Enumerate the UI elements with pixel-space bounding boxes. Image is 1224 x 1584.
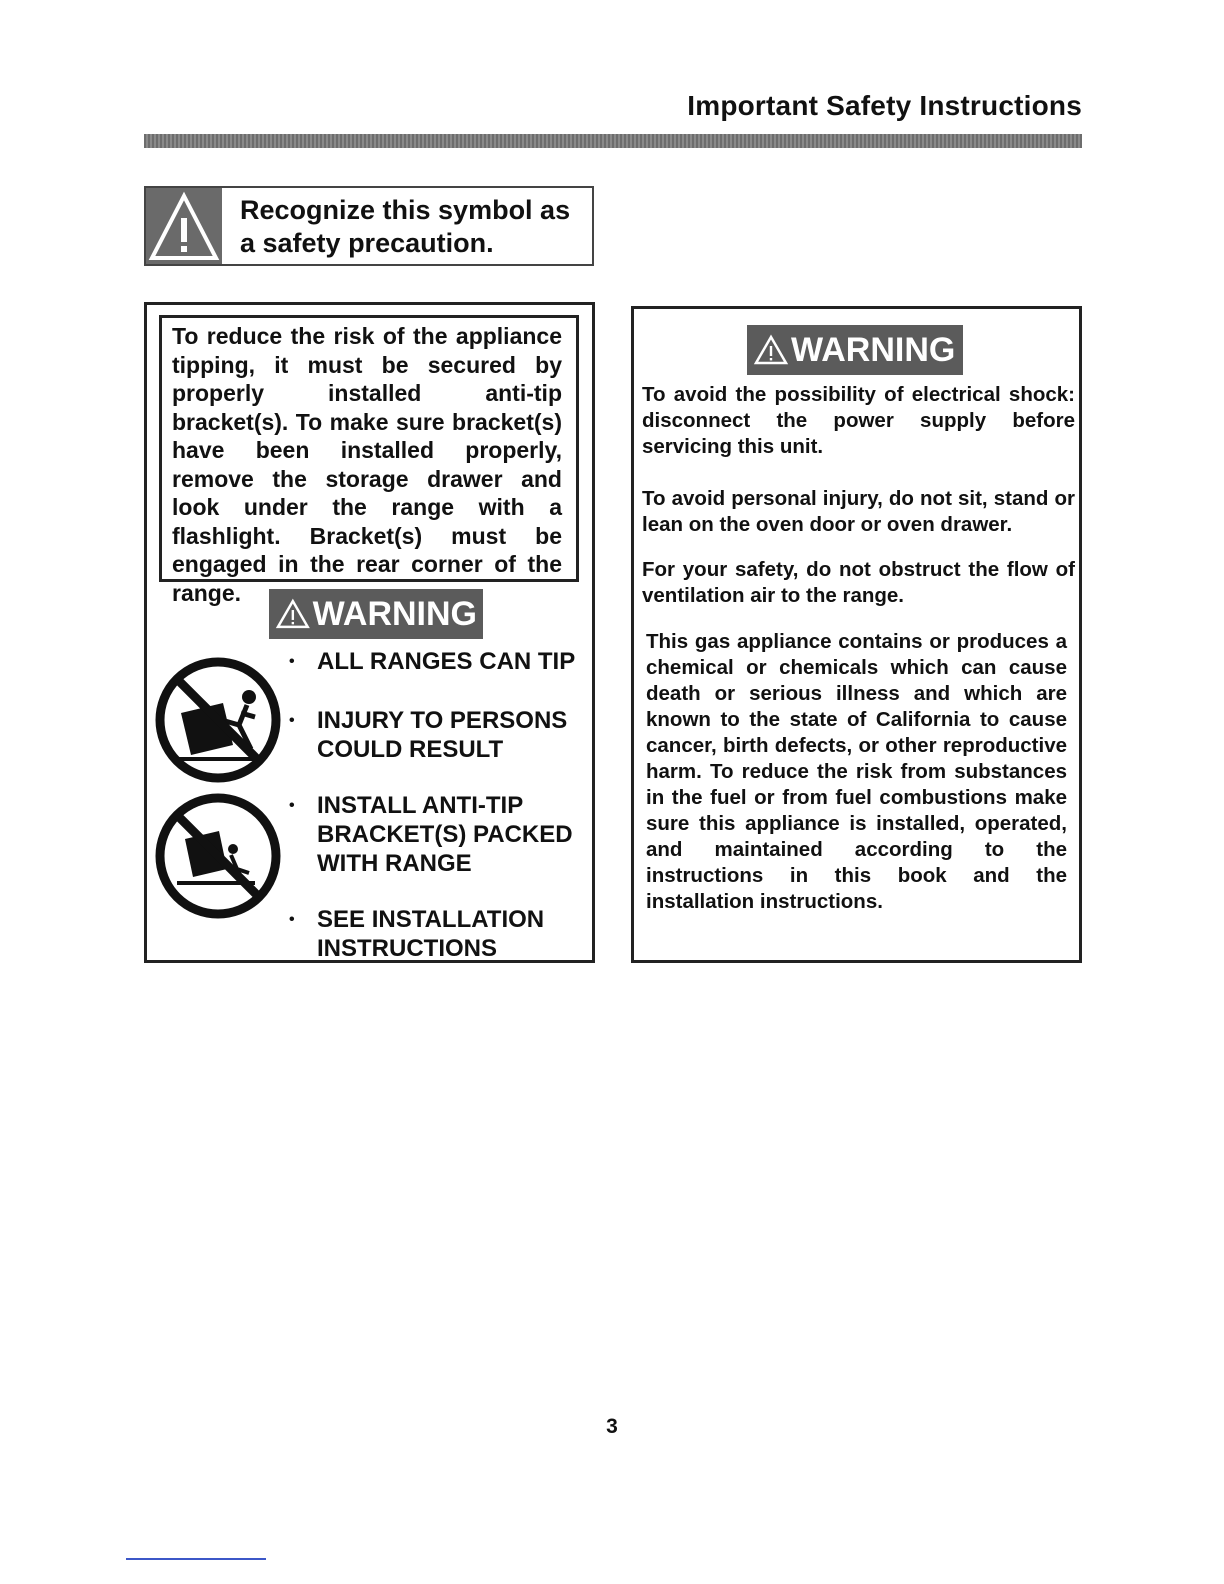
- page-number: 3: [606, 1415, 618, 1438]
- warning-label-text: WARNING: [312, 595, 477, 633]
- page-title: Important Safety Instructions: [687, 90, 1082, 121]
- footnote-divider: [126, 1558, 266, 1560]
- tip-warning-panel: To reduce the risk of the appliance tipping, it must be secured by properly installed anti-tip bracket(s). To make sure bracket(s) have been installed properly, remove the storage drawer and look under the range with a flashlight. Bracket(s) must be engaged in the rear corner of the range. WARNING • ALL RANGES CAN TIP • INJURY TO PERSONS COULD RESULT • INSTALL ANTI-TIP BRACKET(S) PACKED WITH RANGE • SEE INSTALLATION INSTRUCTIONS: [144, 302, 595, 963]
- no-climbing-on-door-icon: [151, 653, 285, 787]
- warning-paragraph: To avoid personal injury, do not sit, stand or lean on the oven door or oven drawer.: [642, 487, 1075, 536]
- warning-label-text: WARNING: [791, 331, 956, 369]
- warning-paragraph: For your safety, do not obstruct the flow of ventilation air to the range.: [642, 558, 1075, 607]
- anti-tip-notice: [159, 315, 579, 606]
- warning-triangle-icon: [753, 334, 789, 366]
- warning-paragraph: This gas appliance contains or produces a chemical or chemicals which can cause death or serious illness and which are known to the state of California to cause cancer, birth defects, or other reproductive harm. To reduce the risk from substances in the fuel or from fuel combustions make sure this appliance is installed, operated, and maintained according to the instructions in this book and the installation instructions.: [646, 630, 1067, 913]
- safety-symbol-text: Recognize this symbol as a safety precaution.: [240, 195, 571, 258]
- safety-symbol-notice: [144, 186, 594, 266]
- anti-tip-text: To reduce the risk of the appliance tipping, it must be secured by properly installed anti-tip bracket(s). To make sure bracket(s) have been installed properly, remove the storage drawer and look under the range with a flashlight. Bracket(s) must be engaged in the rear corner of the range.: [172, 323, 562, 606]
- header-divider: [144, 134, 1082, 148]
- warning-paragraph: To avoid the possibility of electrical shock: disconnect the power supply before servicing this unit.: [642, 383, 1075, 458]
- no-sitting-on-door-icon: [151, 789, 285, 923]
- warning-triangle-icon: [275, 598, 311, 630]
- warning-label-right: [747, 325, 963, 375]
- electrical-warning-panel: [631, 306, 1082, 963]
- warning-label-left: [269, 589, 483, 639]
- warning-triangle-icon: [146, 188, 222, 264]
